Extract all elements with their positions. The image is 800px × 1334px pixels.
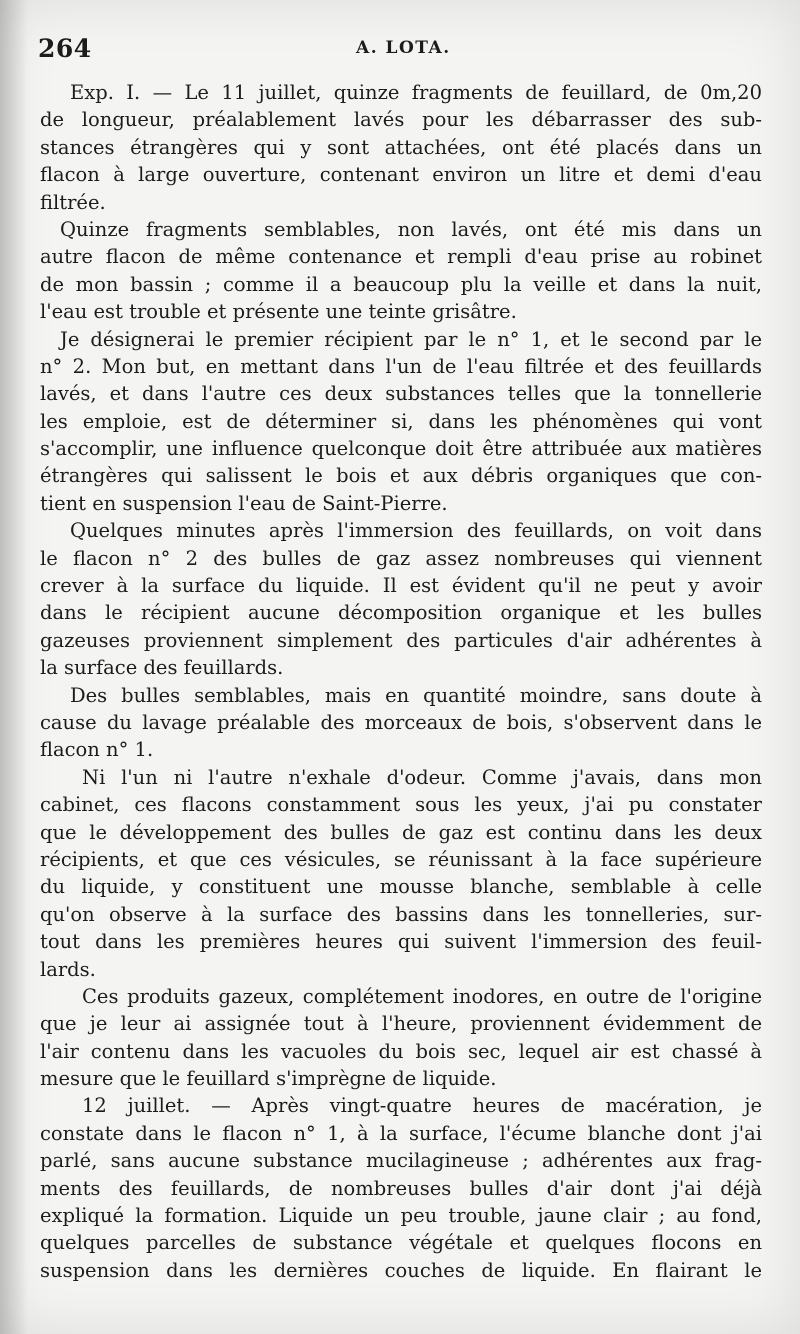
text-line: qu'on observe à la surface des bassins dans les tonnelleries, sur-	[40, 902, 762, 926]
running-head: A. LOTA.	[356, 38, 451, 58]
text-line: récipients, et que ces vésicules, se réunissant à la face supérieure	[40, 847, 762, 871]
text-line: que le développement des bulles de gaz est continu dans les deux	[40, 820, 762, 844]
text-line: que je leur ai assignée tout à l'heure, proviennent évidemment de	[40, 1012, 762, 1036]
text-line: expliqué la formation. Liquide un peu trouble, jaune clair ; au fond,	[40, 1204, 762, 1228]
text-line: suspension dans les dernières couches de liquide. En flairant le	[40, 1258, 762, 1282]
text-line: dans le récipient aucune décomposition organique et les bulles	[40, 601, 762, 625]
text-line: les emploie, est de déterminer si, dans les phénomènes qui vont	[40, 409, 762, 433]
text-line: flacon n° 1.	[40, 738, 154, 762]
text-line: du liquide, y constituent une mousse blanche, semblable à celle	[40, 875, 762, 899]
text-line: mesure que le feuillard s'imprègne de liquide.	[40, 1067, 497, 1091]
text-line: autre flacon de même contenance et rempli d'eau prise au robinet	[40, 245, 762, 269]
text-line: l'eau est trouble et présente une teinte grisâtre.	[40, 300, 517, 324]
text-line: cabinet, ces flacons constamment sous les yeux, j'ai pu constater	[40, 793, 762, 817]
page-header	[38, 34, 778, 64]
text-line: Ni l'un ni l'autre n'exhale d'odeur. Comme j'avais, dans mon	[82, 765, 762, 789]
text-line: cause du lavage préalable des morceaux de bois, s'observent dans le	[40, 710, 762, 734]
text-line: n° 2. Mon but, en mettant dans l'un de l'eau filtrée et des feuillards	[40, 354, 762, 378]
text-line: parlé, sans aucune substance mucilagineuse ; adhérentes aux frag-	[40, 1149, 762, 1173]
text-line: lards.	[40, 957, 96, 981]
text-line: de mon bassin ; comme il a beaucoup plu la veille et dans la nuit,	[40, 272, 762, 296]
text-line: de longueur, préalablement lavés pour les débarrasser des sub-	[40, 108, 762, 132]
text-line: Des bulles semblables, mais en quantité moindre, sans doute à	[70, 683, 762, 707]
text-line: quelques parcelles de substance végétale et quelques flocons en	[40, 1231, 762, 1255]
text-line: crever à la surface du liquide. Il est évident qu'il ne peut y avoir	[40, 574, 762, 598]
text-line: gazeuses proviennent simplement des particules d'air adhérentes à	[40, 628, 762, 652]
body-text	[40, 79, 762, 1284]
text-line: tient en suspension l'eau de Saint-Pierre.	[40, 491, 448, 515]
text-line: Ces produits gazeux, complétement inodores, en outre de l'origine	[82, 984, 762, 1008]
text-line: la surface des feuillards.	[40, 656, 284, 680]
text-line: ments des feuillards, de nombreuses bulles d'air dont j'ai déjà	[40, 1176, 762, 1200]
text-line: étrangères qui salissent le bois et aux débris organiques que con-	[40, 464, 762, 488]
text-line: flacon à large ouverture, contenant environ un litre et demi d'eau	[40, 163, 762, 187]
text-line: Je désignerai le premier récipient par le n° 1, et le second par le	[60, 327, 762, 351]
text-line: constate dans le flacon n° 1, à la surface, l'écume blanche dont j'ai	[40, 1121, 762, 1145]
text-line: tout dans les premières heures qui suivent l'immersion des feuil-	[40, 930, 762, 954]
text-line: Exp. I. — Le 11 juillet, quinze fragments de feuillard, de 0m,20	[70, 81, 762, 104]
text-line: lavés, et dans l'autre ces deux substances telles que la tonnellerie	[40, 382, 762, 406]
text-line: stances étrangères qui y sont attachées, ont été placés dans un	[40, 135, 762, 159]
text-line: 12 juillet. — Après vingt-quatre heures de macération, je	[82, 1094, 762, 1118]
text-line: Quinze fragments semblables, non lavés, ont été mis dans un	[60, 217, 762, 241]
text-line: le flacon n° 2 des bulles de gaz assez nombreuses qui viennent	[40, 546, 762, 570]
text-line: l'air contenu dans les vacuoles du bois sec, lequel air est chassé à	[40, 1039, 762, 1063]
page-number: 264	[38, 34, 92, 63]
text-line: s'accomplir, une influence quelconque doit être attribuée aux matières	[40, 437, 762, 461]
text-line: filtrée.	[40, 190, 106, 214]
text-line: Quelques minutes après l'immersion des feuillards, on voit dans	[70, 519, 762, 543]
